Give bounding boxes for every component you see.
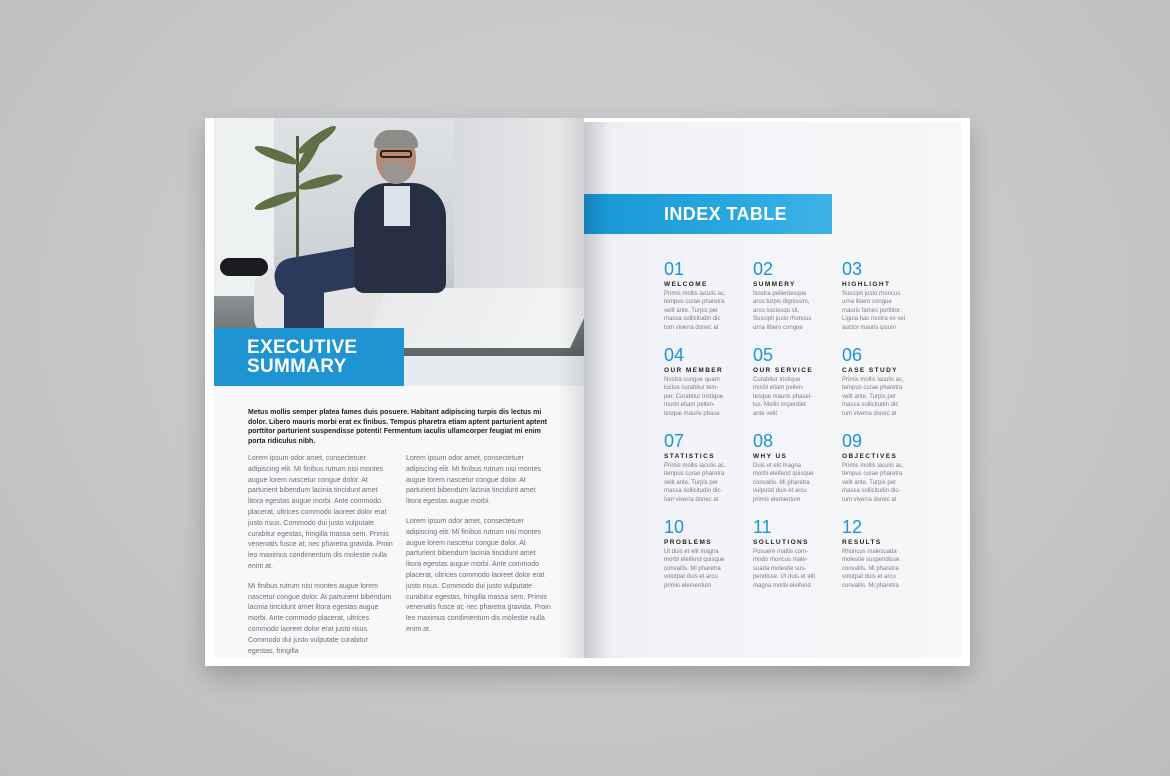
index-title: HIGHLIGHT — [842, 281, 891, 288]
heading-accent-bar — [404, 356, 584, 386]
index-title: RESULTS — [842, 539, 882, 546]
index-number: 06 — [842, 345, 863, 365]
index-item — [842, 432, 920, 504]
index-number: 05 — [753, 345, 774, 365]
index-text: Posuere mattis com- modo rhoncus male- suada molestie sus- pendisse. Ut duis et elit magna morbi eleifend — [753, 549, 816, 589]
index-text: Primis mollis iaculis ac, tempus curae pharetra velit ante. Turpis per massa sollicitudin dic- tum viverra donec at — [664, 463, 726, 503]
index-number: 09 — [842, 431, 863, 451]
index-number: 01 — [664, 259, 685, 279]
index-text: Suscipit justo rhoncus urna libero congue mauris fames porttitor. Ligula hac nostra ex vel auctor mauris ipsum — [842, 291, 906, 331]
index-item — [664, 260, 742, 332]
index-item — [842, 346, 920, 418]
index-text: Ut duis et elit magna morbi eleifend quisque convallis. Mi pharetra volutpat duis et arcu primis elementum — [664, 549, 725, 589]
index-item — [753, 432, 831, 504]
index-item — [753, 346, 831, 418]
index-title: PROBLEMS — [664, 539, 713, 546]
index-text: Nostra pellentesque arcu turpis dignissim, arcu sociosqu sit. Suscipit justo rhoncus urna libero congue — [753, 291, 812, 331]
index-text: Primis mollis iaculis ac, tempus curae pharetra velit ante. Turpis per massa sollicitudin dic tum viverra donec at — [664, 291, 726, 331]
index-text: Primis mollis iaculis ac, tempus curae pharetra velit ante. Turpis per massa sollicitudin dic tum viverra donec at — [842, 377, 904, 417]
body-column-left — [248, 454, 393, 658]
index-title: WELCOME — [664, 281, 708, 288]
index-title: OBJECTIVES — [842, 453, 898, 460]
index-number: 02 — [753, 259, 774, 279]
index-item — [753, 518, 831, 590]
index-text: Nostra congue quam luctus curabitur tem- per. Curabitur tristique morbi etiam pellen- tesque mauris phase — [664, 377, 724, 417]
index-item — [842, 518, 920, 590]
left-page — [214, 118, 584, 658]
index-table-title: INDEX TABLE — [664, 204, 788, 224]
index-title: CASE STUDY — [842, 367, 898, 374]
right-page — [584, 122, 961, 658]
index-item — [664, 346, 742, 418]
index-item — [842, 260, 920, 332]
index-text: Duis et elit magna morbi eleifend quisque convallis. Mi pharetra vulputat duis et arcu primis elementum — [753, 463, 814, 503]
executive-summary-banner — [214, 328, 404, 386]
index-number: 11 — [753, 517, 772, 537]
index-item — [753, 260, 831, 332]
index-item — [664, 432, 742, 504]
index-number: 10 — [664, 517, 685, 537]
index-number: 04 — [664, 345, 685, 365]
paragraph: Lorem ipsum odor amet, consectetuer adipiscing elit. Mi finibus rutrum nisi montes augue lorem nascetur congue dolor. At parturient bibendum lacinia tincidunt amet litora egestas augue morbi. — [406, 455, 541, 506]
paragraph: Lorem ipsum odor amet, consectetuer adipiscing elit. Mi finibus rutrum nisi montes augue lorem nascetur congue dolor. At parturient bibendum lacinia tincidunt amet litora egestas augue morbi. Ante commodo placerat, ultrices commodo laoreet dolor erat justo risus. Commodo dui justo vulputate curabitur egestas, fringilla massa sem. Primis venenatis fusce at; nec pharetra gravida. Proin leo maximus condimentum dis molestie nulla enim at. — [248, 455, 393, 570]
index-text: Primis mollis iaculis ac, tempus curae pharetra velit ante. Turpis per massa sollicitudin dic- tum viverra donec at — [842, 463, 904, 503]
index-number: 07 — [664, 431, 685, 451]
index-item — [664, 518, 742, 590]
index-number: 08 — [753, 431, 774, 451]
index-title: WHY US — [753, 453, 788, 460]
executive-summary-title: EXECUTIVE SUMMARY — [247, 337, 358, 377]
index-text: Rhoncus malesuada molestie suspendisse convallis. Mi pharetra volutpat duis et arcu convallis. Mi pharetra — [842, 549, 900, 589]
hero-photo — [214, 118, 584, 356]
index-table-banner — [584, 194, 832, 234]
index-title: STATISTICS — [664, 453, 715, 460]
index-title: OUR SERVICE — [753, 367, 814, 374]
index-title: SUMMERY — [753, 281, 796, 288]
index-number: 12 — [842, 517, 863, 537]
paragraph: Mi finibus rutrum nisi montes augue lorem nascetur congue dolor. At parturient bibendum lacinia tincidunt amet litora egestas augue morbi. Ante commodo placerat, ultrices commodo laoreet dolor erat justo risus. Commodo dui justo vulputate curabitur egestas, fringilla — [248, 582, 392, 655]
body-column-right — [406, 454, 551, 645]
paragraph: Lorem ipsum odor amet, consectetuer adipiscing elit. Mi finibus rutrum nisi montes augue lorem nascetur congue dolor. At parturient bibendum lacinia tincidunt amet litora egestas augue morbi. Ante commodo placerat, ultrices commodo laoreet dolor erat justo risus. Commodo dui justo vulputate curabitur egestas, fringilla massa sem. Primis venenatis fusce at; nec pharetra gravida. Proin leo maximus condimentum dis molestie nulla enim at. — [406, 517, 551, 633]
intro-paragraph: Metus mollis semper platea fames duis posuere. Habitant adipiscing turpis dis lectus mi dolor. Libero mauris morbi erat ex finibus. Tempus pharetra etiam aptent parturient aptent porttitor parturient suspendisse potenti! Fermentum iaculis ullamcorper feugiat mi enim porta ridiculus nibh. — [248, 409, 547, 445]
index-text: Curabitur tristique morbi etiam pellen- tesque mauris phasel- lus. Mollis imperdiet ante velit — [753, 377, 813, 417]
index-title: SOLLUTIONS — [753, 539, 809, 546]
index-number: 03 — [842, 259, 863, 279]
index-title: OUR MEMBER — [664, 367, 724, 374]
